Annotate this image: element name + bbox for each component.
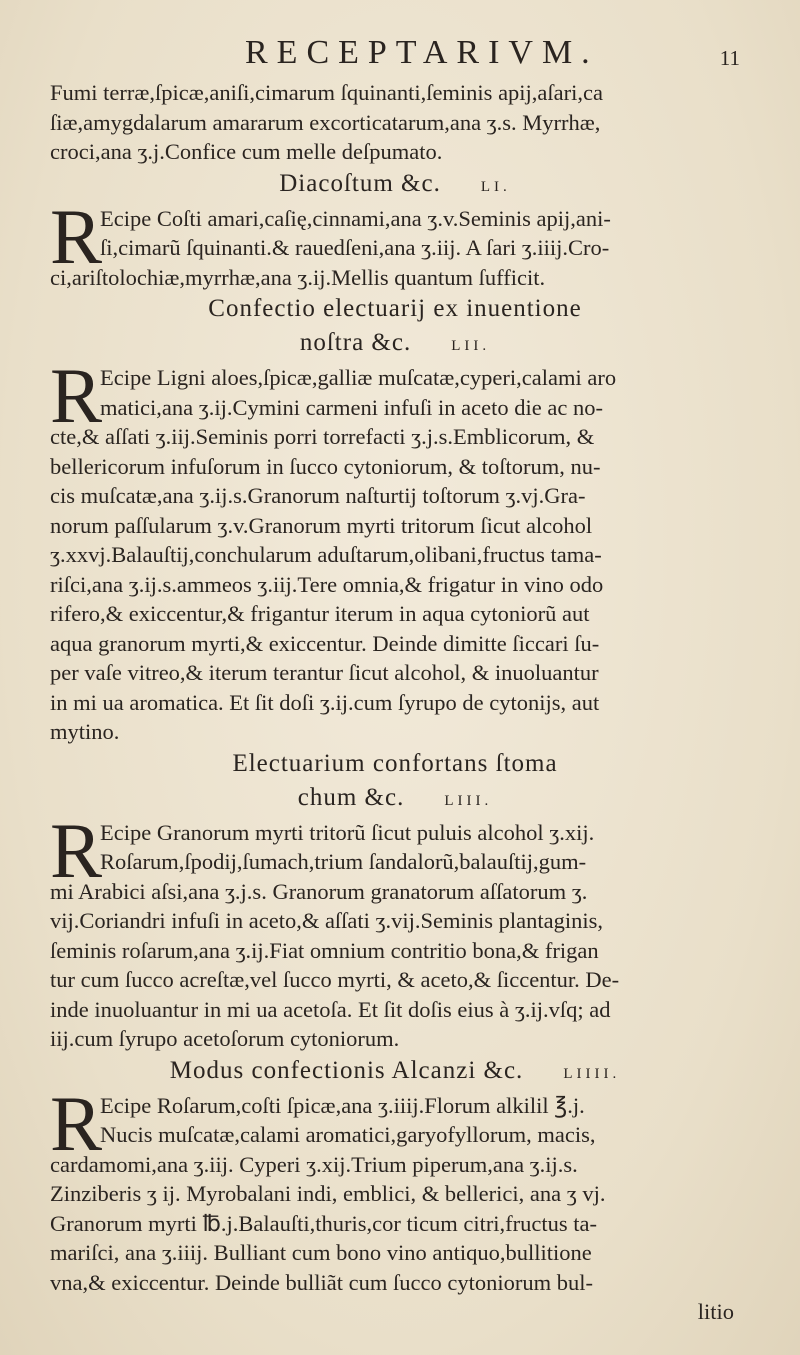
recipe-heading: [50, 1054, 740, 1091]
text-line: ʒ.xxvj.Balauſtij,conchularum aduſtarum,olibani,fructus tama-: [50, 542, 602, 567]
text-line: Nucis muſcatæ,calami aromatici,garyofyllorum, macis,: [100, 1122, 596, 1147]
text-line: ci,ariſtolochiæ,myrrhæ,ana ʒ.ij.Mellis quantum ſufficit.: [50, 264, 546, 290]
text-line: iij.cum ſyrupo acetoſorum cytoniorum.: [50, 1026, 400, 1051]
heading-text: Diacoſtum &c.: [279, 169, 441, 197]
drop-cap-initial: R: [50, 1079, 103, 1167]
text-line: in mi ua aromatica. Et ſit doſi ʒ.ij.cum ſyrupo de cytonijs, aut: [50, 689, 600, 715]
text-line: Ecipe Coſti amari,caſię,cinnami,ana ʒ.v.Seminis apij,ani-: [100, 205, 611, 231]
heading-text: noſtra &c.: [299, 329, 412, 356]
text-line: matici,ana ʒ.ij.Cymini carmeni infuſi in aceto die ac no-: [100, 394, 603, 420]
recipe-number: LII.: [451, 338, 491, 354]
heading-text: Electuarium confortans ſtoma: [232, 749, 558, 777]
text-line: tur cum ſucco acreſtæ,vel ſucco myrti, & aceto,& ſiccentur. De-: [50, 967, 620, 992]
recipe-number: LI.: [480, 178, 511, 195]
text-line: norum paſſularum ʒ.v.Granorum myrti tritorum ſicut alcohol: [50, 512, 593, 538]
text-line: cis muſcatæ,ana ʒ.ij.s.Granorum naſturtij toſtorum ʒ.vj.Gra-: [50, 483, 586, 508]
text-line: aqua granorum myrti,& exiccentur. Deinde dimitte ſiccari ſu-: [50, 630, 600, 656]
text-line: vij.Coriandri infuſi in aceto,& aſſati ʒ.vij.Seminis plantaginis,: [50, 908, 604, 933]
text-line: rifero,& exiccentur,& frigantur iterum in aqua cytoniorũ aut: [50, 601, 590, 626]
text-line: ſeminis roſarum,ana ʒ.ij.Fiat omnium contritio bona,& frigan: [50, 937, 599, 963]
text-line: Fumi terræ,ſpicæ,aniſi,cimarum ſquinanti,ſeminis apij,aſari,ca: [50, 80, 603, 105]
recipe-paragraph: [50, 192, 740, 293]
text-line: Ecipe Roſarum,coſti ſpicæ,ana ʒ.iiij.Florum alkilil ℥.j.: [100, 1092, 585, 1118]
drop-cap-initial: R: [50, 806, 103, 894]
intro-paragraph: [50, 78, 740, 167]
text-line: ſiæ,amygdalarum amararum excorticatarum,ana ʒ.s. Myrrhæ,: [50, 109, 601, 135]
text-line: mariſci, ana ʒ.iiij. Bulliant cum bono vino antiquo,bullitione: [50, 1240, 592, 1265]
text-line: Granorum myrti ℔.j.Balauſti,thuris,cor ticum citri,fructus ta-: [50, 1210, 598, 1236]
recipe-number: LIIII.: [563, 1065, 621, 1082]
text-line: Ecipe Ligni aloes,ſpicæ,galliæ muſcatæ,cyperi,calami aro: [100, 365, 617, 390]
recipe-number: LIII.: [444, 792, 493, 809]
text-line: vna,& exiccentur. Deinde bulliãt cum ſucco cytoniorum bul-: [50, 1269, 593, 1295]
text-line: mytino.: [50, 719, 120, 744]
drop-cap-initial: R: [50, 352, 103, 439]
heading-text: Modus confectionis Alcanzi &c.: [169, 1056, 524, 1084]
running-title: RECEPTARIVM.: [245, 34, 599, 71]
recipe-heading: [50, 292, 740, 363]
recipe-heading: [50, 747, 740, 818]
drop-cap-initial: R: [50, 192, 103, 280]
recipe-paragraph: [50, 352, 740, 747]
text-line: inde inuoluantur in mi ua acetoſa. Et ſit doſis eius à ʒ.ij.vſq; ad: [50, 996, 611, 1022]
text-line: ſi,cimarũ ſquinanti.& rauedſeni,ana ʒ.iij. A ſari ʒ.iiij.Cro-: [100, 235, 610, 260]
text-line: Roſarum,ſpodij,ſumach,trium ſandalorũ,balauſtij,gum-: [100, 849, 587, 874]
recipe-paragraph: [50, 1079, 740, 1298]
catchword: litio: [697, 1299, 734, 1324]
page-number: 11: [719, 46, 740, 70]
text-line: cardamomi,ana ʒ.iij. Cyperi ʒ.xij.Trium piperum,ana ʒ.ij.s.: [50, 1151, 578, 1177]
text-line: Ecipe Granorum myrti tritorũ ſicut puluis alcohol ʒ.xij.: [100, 819, 595, 845]
text-line: Zinziberis ʒ ij. Myrobalani indi, emblici, & bellerici, ana ʒ vj.: [50, 1181, 606, 1206]
text-line: riſci,ana ʒ.ij.s.ammeos ʒ.iij.Tere omnia,& frigatur in vino odo: [50, 571, 604, 597]
text-line: per vaſe vitreo,& iterum terantur ſicut alcohol, & inuoluantur: [50, 660, 599, 685]
heading-text: chum &c.: [297, 783, 405, 811]
text-line: croci,ana ʒ.j.Confice cum melle deſpumato.: [50, 139, 443, 164]
running-head: [50, 28, 740, 78]
recipe-heading: [50, 167, 740, 204]
heading-text: Confectio electuarij ex inuentione: [208, 295, 582, 322]
text-line: mi Arabici aſsi,ana ʒ.j.s. Granorum granatorum aſſatorum ʒ.: [50, 878, 588, 904]
text-line: bellericorum infuſorum in ſucco cytoniorum, & toſtorum, nu-: [50, 453, 601, 479]
recipe-paragraph: [50, 806, 740, 1054]
text-line: cte,& aſſati ʒ.iij.Seminis porri torrefacti ʒ.j.s.Emblicorum, &: [50, 424, 595, 449]
